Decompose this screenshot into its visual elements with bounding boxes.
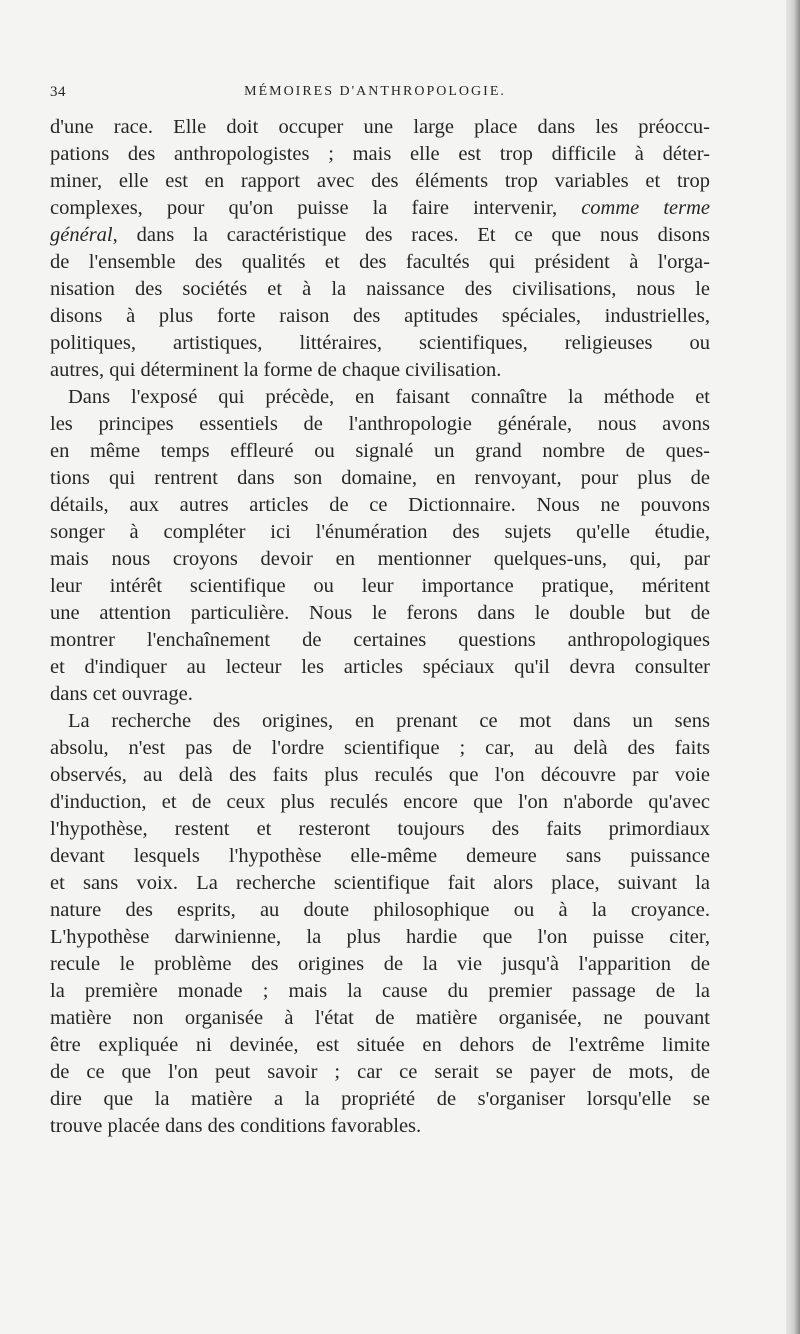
text-line: les principes essentiels de l'anthropologie générale, nous avons [50, 413, 710, 435]
text-line: général, dans la caractéristique des races. Et ce que nous disons [50, 224, 710, 246]
text-line: Dans l'exposé qui précède, en faisant connaître la méthode et [68, 386, 710, 408]
text-line: leur intérêt scientifique ou leur importance pratique, méritent [50, 575, 710, 597]
text-line: d'une race. Elle doit occuper une large place dans les préoccu- [50, 116, 710, 138]
text-line: la première monade ; mais la cause du premier passage de la [50, 980, 710, 1002]
page-header [50, 84, 700, 106]
text-line: songer à compléter ici l'énumération des sujets qu'elle étudie, [50, 521, 710, 543]
text-line: dire que la matière a la propriété de s'organiser lorsqu'elle se [50, 1088, 710, 1110]
paragraph-3 [50, 708, 710, 1140]
text-line: La recherche des origines, en prenant ce mot dans un sens [68, 710, 710, 732]
text-line: détails, aux autres articles de ce Dictionnaire. Nous ne pouvons [50, 494, 710, 516]
text-line: en même temps effleuré ou signalé un grand nombre de ques- [50, 440, 710, 462]
text-line: l'hypothèse, restent et resteront toujours des faits primordiaux [50, 818, 710, 840]
text-line: et d'indiquer au lecteur les articles spéciaux qu'il devra consulter [50, 656, 710, 678]
text-line: L'hypothèse darwinienne, la plus hardie que l'on puisse citer, [50, 926, 710, 948]
text-line: de l'ensemble des qualités et des facultés qui président à l'orga- [50, 251, 710, 273]
text-line: et sans voix. La recherche scientifique fait alors place, suivant la [50, 872, 710, 894]
text-line: être expliquée ni devinée, est située en dehors de l'extrême limite [50, 1034, 710, 1056]
text-line: observés, au delà des faits plus reculés que l'on découvre par voie [50, 764, 710, 786]
text-line: pations des anthropologistes ; mais elle est trop difficile à déter- [50, 143, 710, 165]
italic-term: général [50, 224, 113, 246]
page-edge-shadow [786, 0, 800, 1334]
text-line: nature des esprits, au doute philosophique ou à la croyance. [50, 899, 710, 921]
text-line: absolu, n'est pas de l'ordre scientifique ; car, au delà des faits [50, 737, 710, 759]
text-line: d'induction, et de ceux plus reculés encore que l'on n'aborde qu'avec [50, 791, 710, 813]
running-title: MÉMOIRES D'ANTHROPOLOGIE. [244, 84, 506, 99]
text-line: devant lesquels l'hypothèse elle-même demeure sans puissance [50, 845, 710, 867]
paragraph-1 [50, 114, 710, 384]
text-line: nisation des sociétés et à la naissance des civilisations, nous le [50, 278, 710, 300]
text-line: mais nous croyons devoir en mentionner quelques-uns, qui, par [50, 548, 710, 570]
text-line: matière non organisée à l'état de matière organisée, ne pouvant [50, 1007, 710, 1029]
text-line: complexes, pour qu'on puisse la faire intervenir, comme terme [50, 197, 710, 219]
text-line: trouve placée dans des conditions favorables. [50, 1115, 422, 1137]
text-line: disons à plus forte raison des aptitudes spéciales, industrielles, [50, 305, 710, 327]
body-text [50, 114, 710, 1140]
text-line: de ce que l'on peut savoir ; car ce serait se payer de mots, de [50, 1061, 710, 1083]
paragraph-2 [50, 384, 710, 708]
italic-term: comme terme [581, 197, 710, 219]
text-line: politiques, artistiques, littéraires, scientifiques, religieuses ou [50, 332, 710, 354]
text-line: autres, qui déterminent la forme de chaque civilisation. [50, 359, 502, 381]
text-line: recule le problème des origines de la vie jusqu'à l'apparition de [50, 953, 710, 975]
text-line: miner, elle est en rapport avec des éléments trop variables et trop [50, 170, 710, 192]
text-line: une attention particulière. Nous le ferons dans le double but de [50, 602, 710, 624]
text-line: montrer l'enchaînement de certaines questions anthropologiques [50, 629, 710, 651]
page-number: 34 [50, 84, 66, 100]
text-line: dans cet ouvrage. [50, 683, 193, 705]
text-line: tions qui rentrent dans son domaine, en renvoyant, pour plus de [50, 467, 710, 489]
